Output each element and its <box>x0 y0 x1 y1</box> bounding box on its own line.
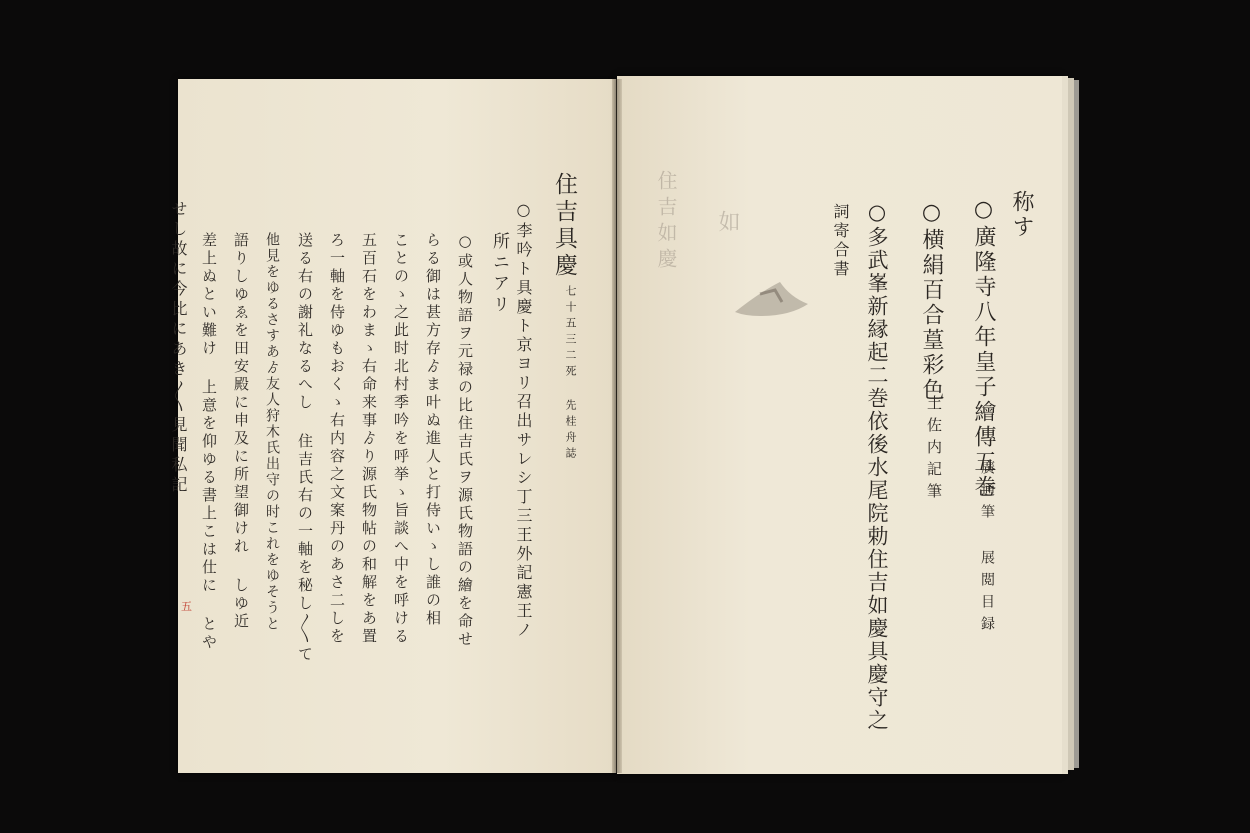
text-line: ろ一軸を侍ゆもおくゝ右内容之文案丹のあさ二しを <box>328 232 346 646</box>
text-line: 詞寄合書 <box>831 203 850 279</box>
ghost-text: 如 <box>715 210 740 238</box>
ghost-text: 住吉如慶 <box>654 170 678 274</box>
text-line: ○李吟ト具慶ト京ヨリ召出サレシ丁三王外記憲王ノ <box>514 200 533 640</box>
text-line: 所ニアリ <box>489 232 509 316</box>
text-line: 差上ぬとい難け 上意を仰ゆる書上こは仕に とや <box>200 232 218 652</box>
text-line: 送る右の謝礼なるへし 住吉氏右の一軸を秘し〳〵て <box>296 232 314 664</box>
text-line: ことのゝ之此时北村季吟を呼挙ゝ旨談へ中を呼ける <box>392 232 410 646</box>
text-line: ○或人物語ヲ元禄の比住吉氏ヲ源氏物語の繪を命せ <box>456 232 474 649</box>
page-number: 五 <box>181 600 192 613</box>
page-heading: 住吉具慶 <box>551 172 577 280</box>
text-line: らる御は甚方存ゟま叶ぬ進人と打侍いゝし誰の相 <box>424 232 442 628</box>
page-edge <box>1074 80 1079 768</box>
text-line: 語りしゆゑを田安殿に申及に所望御けれ しゆ近 <box>232 232 250 631</box>
text-line: せし故に今比にあき〳〵見聞私記 <box>169 200 188 496</box>
text-line: ○廣隆寺八年皇子繪傳五巻 <box>971 197 996 500</box>
text-line: ○多武峯新縁起二巻依後水尾院勅住吉如慶具慶守之 <box>865 200 889 732</box>
seal-stamp <box>730 272 812 324</box>
heading-note: 七十五三二死 先桂舟誌 <box>564 285 577 463</box>
text-line: 称す <box>1009 190 1034 240</box>
text-note: 土佐内記筆 <box>925 395 943 505</box>
text-line: 他見をゆるさすあゟ友人狩木氏出守の时これをゆそうと <box>264 232 280 632</box>
book-gutter <box>612 79 622 773</box>
text-note: 廣通筆 展閲目録 <box>979 460 995 638</box>
text-line: 五百石をわまゝ右命来事ゟり源氏物帖の和解をあ置 <box>360 232 378 646</box>
text-line: ○横絹百合葟彩色 <box>919 200 944 403</box>
